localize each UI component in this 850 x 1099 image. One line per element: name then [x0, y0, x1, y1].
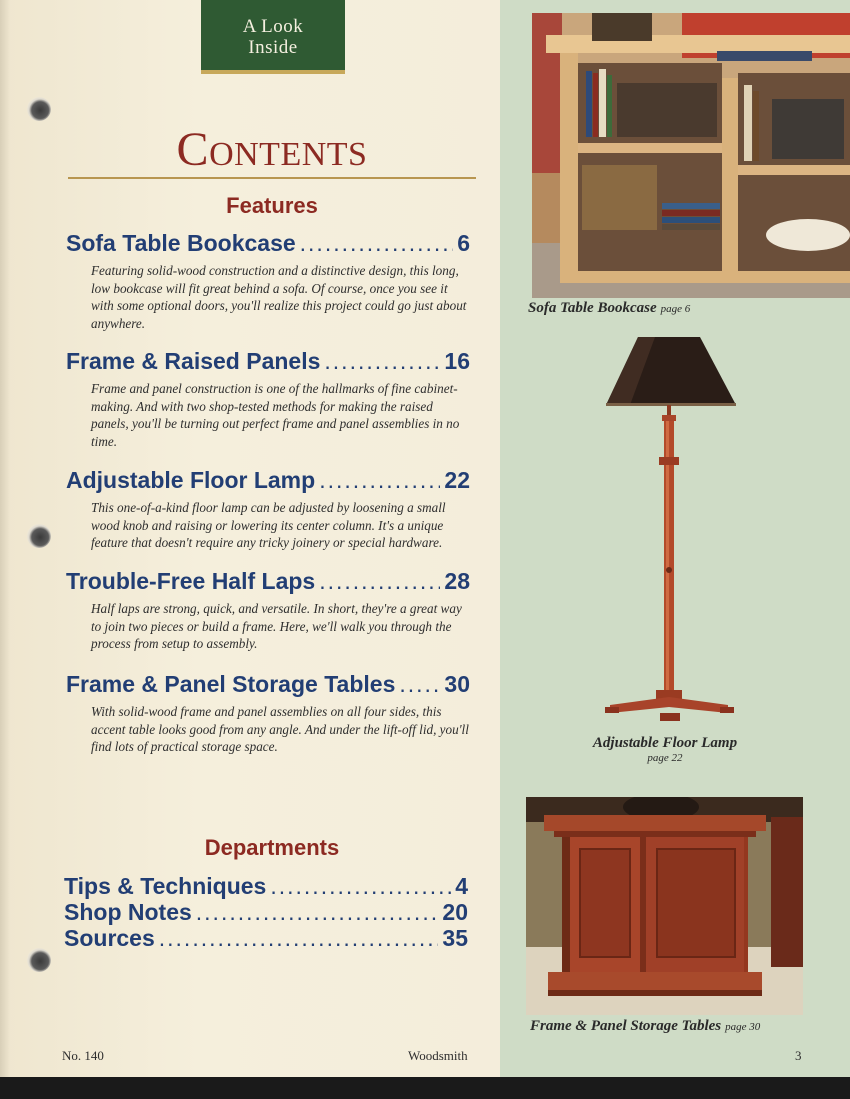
binder-hole-top	[27, 97, 51, 121]
feature-page: 30	[444, 671, 470, 697]
department-page: 35	[442, 925, 468, 951]
feature-entry-frame-panel-storage-tables[interactable]	[66, 671, 470, 756]
leader-dots	[196, 899, 439, 926]
department-page: 20	[442, 899, 468, 925]
leader-dots	[300, 230, 454, 257]
feature-page: 28	[444, 568, 470, 594]
page-title: Contents	[176, 123, 368, 176]
features-heading: Features	[226, 193, 318, 218]
page-edge	[0, 0, 10, 1099]
feature-page: 16	[444, 348, 470, 374]
feature-entry-adjustable-floor-lamp[interactable]	[66, 467, 470, 552]
feature-entry-trouble-free-half-laps[interactable]	[66, 568, 470, 653]
magazine-name: Woodsmith	[408, 1048, 468, 1063]
department-entry-tips-techniques[interactable]	[64, 873, 468, 899]
feature-page: 22	[444, 467, 470, 493]
feature-entry-sofa-table-bookcase[interactable]	[66, 230, 470, 332]
feature-title: Trouble-Free Half Laps	[66, 568, 316, 594]
leader-dots	[159, 925, 439, 952]
leader-dots	[270, 873, 451, 900]
department-title: Sources	[64, 925, 155, 951]
issue-number: No. 140	[62, 1048, 104, 1063]
bookcase-caption	[528, 300, 728, 317]
page-number: 3	[795, 1048, 802, 1063]
binder-hole-middle	[27, 524, 51, 548]
badge-line-2: Inside	[248, 37, 298, 58]
frame-panel-storage-table-photo	[526, 797, 803, 1015]
caption-page: page 6	[660, 303, 691, 315]
caption-page: page 22	[647, 752, 683, 764]
feature-entry-frame-raised-panels[interactable]	[66, 348, 470, 450]
caption-title: Sofa Table Bookcase	[528, 300, 657, 316]
title-divider	[68, 177, 476, 179]
departments-list	[64, 873, 468, 951]
badge-line-1: A Look	[242, 16, 304, 37]
lamp-caption	[560, 735, 770, 764]
leader-dots	[399, 671, 440, 698]
caption-page: page 30	[725, 1021, 761, 1033]
storage-tables-caption	[530, 1018, 820, 1035]
scan-bottom-edge	[0, 1077, 850, 1099]
feature-description: This one-of-a-kind floor lamp can be adjusted by loosening a small wood knob and raising or lowering its center column. It's a unique feature that doesn't require any tricky joinery or special hardware.	[91, 500, 446, 550]
sofa-table-bookcase-photo	[532, 13, 850, 298]
caption-title: Frame & Panel Storage Tables	[530, 1018, 722, 1034]
feature-title: Frame & Panel Storage Tables	[66, 671, 396, 697]
binder-hole-bottom	[27, 948, 51, 972]
departments-heading: Departments	[204, 835, 340, 860]
a-look-inside-badge	[201, 0, 345, 74]
feature-description: Frame and panel construction is one of the hallmarks of fine cabinet-making. And with two shop-tested methods for making the raised panels, you'll be turning out perfect frame and panel assemblies in no time.	[91, 381, 460, 449]
feature-title: Sofa Table Bookcase	[66, 230, 296, 256]
department-entry-sources[interactable]	[64, 925, 468, 951]
feature-description: With solid-wood frame and panel assemblies on all four sides, this accent table looks good from any angle. And under the lift-off lid, you'll find lots of practical storage space.	[91, 704, 469, 754]
department-entry-shop-notes[interactable]	[64, 899, 468, 925]
department-page: 4	[455, 873, 468, 899]
feature-title: Adjustable Floor Lamp	[66, 467, 316, 493]
feature-title: Frame & Raised Panels	[66, 348, 321, 374]
feature-description: Featuring solid-wood construction and a distinctive design, this long, low bookcase will fit great behind a sofa. Of course, once you see it with some optional doors, you'll realize this project could go just about anywhere.	[91, 263, 467, 331]
leader-dots	[319, 467, 440, 494]
caption-title: Adjustable Floor Lamp	[592, 735, 738, 751]
department-title: Tips & Techniques	[64, 873, 267, 899]
leader-dots	[319, 568, 440, 595]
department-title: Shop Notes	[64, 899, 192, 925]
feature-description: Half laps are strong, quick, and versatile. In short, they're a great way to join two pieces or build a frame. Here, we'll walk you through the process from setup to assembly.	[91, 601, 462, 651]
feature-page: 6	[457, 230, 470, 256]
leader-dots	[324, 348, 440, 375]
adjustable-floor-lamp-photo	[600, 335, 740, 725]
